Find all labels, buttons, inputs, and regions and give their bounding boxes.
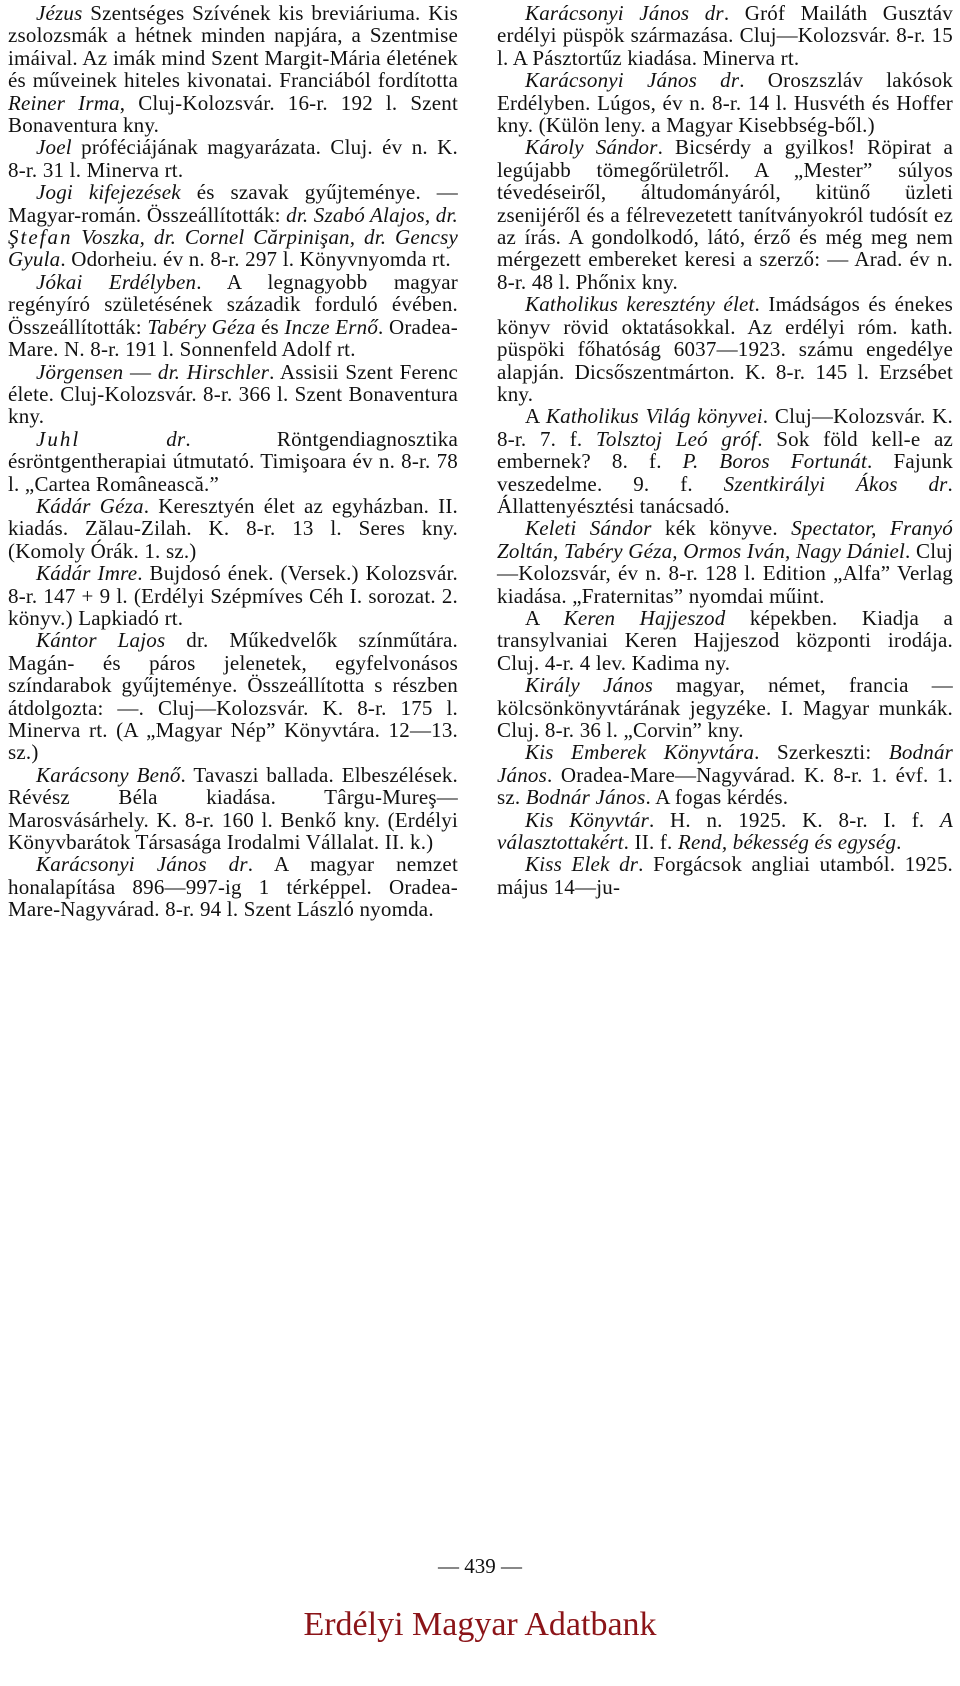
bibliography-entry: Kiss Elek dr. Forgácsok angliai utamból. 1925. május 14—ju-	[497, 852, 953, 899]
bibliography-entry: Jókai Erdélyben. A legnagyobb magyar regényíró születésének századik forduló évében. Összeállították: Tabéry Géza és Incze Ernő. Oradea-Mare. N. 8-r. 191 l. Sonnenfeld Adolf rt.	[8, 269, 458, 362]
bibliography-entry: Karácsonyi János dr. Gróf Mailáth Gusztáv erdélyi püspök származása. Cluj—Kolozsvár. 8-r. 15 l. A Pásztortűz kiadása. Minerva rt.	[497, 1, 954, 70]
bibliography-entry: Kis Emberek Könyvtára. Szerkeszti: Bodnár János. Oradea-Mare—Nagyvárad. K. 8-r. 1. évf. 1. sz. Bodnár János. A fogas kérdés.	[497, 740, 954, 810]
left-column	[8, 2, 458, 921]
bibliography-entry: Karácsony Benő. Tavaszi ballada. Elbeszélések. Révész Béla kiadása. Târgu-Mureş—Marosvásárhely. K. 8-r. 160 l. Benkő kny. (Erdélyi Könyvbarátok Társasága Irodalmi Vállalat. II. k.)	[8, 762, 458, 855]
bibliography-entry: Kántor Lajos dr. Műkedvelők színműtára. Magán- és páros jelenetek, egyfelvonásos színdarabok gyűjteménye. Összeállította s részben átdolgozta: —. Cluj—Kolozsvár. K. 8-r. 175 l. Minerva rt. (A „Magyar Nép” Könyvtára. 12—13. sz.)	[8, 628, 458, 765]
right-column	[497, 2, 953, 898]
bibliography-entry: Király János magyar, német, francia — kölcsönkönyvtárának jegyzéke. I. Magyar munkák. Cluj. 8-r. 36 l. „Corvin” kny.	[497, 673, 954, 742]
bibliography-entry: Karácsonyi János dr. A magyar nemzet honalapítása 896—997-ig 1 térképpel. Oradea-Mare-Nagyvárad. 8-r. 94 l. Szent László nyomda.	[8, 852, 458, 922]
bibliography-entry: Katholikus keresztény élet. Imádságos és énekes könyv rövid oktatásokkal. Az erdélyi róm. kath. püspöki főhatóság 6037—1923. számu engedélye alapján. Dicsőszentmárton. K. 8-r. 145 l. Erzsébet kny.	[497, 292, 953, 406]
bibliography-entry: Károly Sándor. Bicsérdy a gyilkos! Röpirat a legújabb tömegőrületről. A „Mester” súlyos tévedéseiről, áltudományáról, kitünő üzleti zsenijéről és a félrevezetett tanítványokról tudósít ez az írás. A gondolkodó, látó, érző és még meg nem mérgezett embereket keresi a szerző: — Arad. év n. 8-r. 48 l. Phőnix kny.	[497, 135, 953, 294]
bibliography-entry: Jogi kifejezések és szavak gyűjteménye. — Magyar-román. Összeállították: dr. Szabó Alajos, dr. Ştefan Voszka, dr. Cornel Cărpinişan, dr. Gencsy Gyula. Odorheiu. év n. 8-r. 297 l. Könyvnyomda rt.	[8, 180, 458, 272]
bibliography-entry: Kádár Imre. Bujdosó ének. (Versek.) Kolozsvár. 8-r. 147 + 9 l. (Erdélyi Szépmíves Céh I. sorozat. 2. könyv.) Lapkiadó rt.	[8, 561, 458, 630]
bibliography-entry: Jézus Szentséges Szívének kis breviáriuma. Kis zsolozsmák a hétnek minden napjára, a Szentmise imáival. Az imák mind Szent Margit-Mária életének és műveinek hiteles kivonatai. Franciából fordította Reiner Irma, Cluj-Kolozsvár. 16-r. 192 l. Szent Bonaventura kny.	[8, 1, 458, 138]
bibliography-entry: Joel próféciájának magyarázata. Cluj. év n. K. 8-r. 31 l. Minerva rt.	[8, 135, 458, 182]
bibliography-entry: Kádár Géza. Keresztyén élet az egyházban. II. kiadás. Zălau-Zilah. K. 8-r. 13 l. Seres kny. (Komoly Órák. 1. sz.)	[8, 493, 459, 563]
bibliography-entry: A Keren Hajjeszod képekben. Kiadja a transylvaniai Keren Hajjeszod központi irodája. Cluj. 4-r. 4 lev. Kadima ny.	[497, 605, 953, 675]
bibliography-entry: Juhl dr. Röntgendiagnosztika ésröntgentherapiai útmutató. Timişoara év n. 8-r. 78 l. „Cartea Românească.”	[8, 426, 458, 496]
bibliography-entry: A Katholikus Világ könyvei. Cluj—Kolozsvár. K. 8-r. 7. f. Tolsztoj Leó gróf. Sok föld kell-e az embernek? 8. f. P. Boros Fortunát. Fajunk veszedelme. 9. f. Szentkirályi Ákos dr. Állattenyésztési tanácsadó.	[497, 404, 953, 518]
source-footer[interactable]: Erdélyi Magyar Adatbank	[303, 1606, 657, 1643]
page-number: — 439 —	[438, 1554, 522, 1578]
bibliography-entry: Kis Könyvtár. H. n. 1925. K. 8-r. I. f. A választottakért. II. f. Rend, békesség és egység.	[497, 807, 953, 855]
bibliography-entry: Keleti Sándor kék könyve. Spectator, Franyó Zoltán, Tabéry Géza, Ormos Iván, Nagy Dániel. Cluj—Kolozsvár, év n. 8-r. 128 l. Edition „Alfa” Verlag kiadása. „Fraternitas” nyomdai műint.	[497, 516, 953, 608]
bibliography-entry: Karácsonyi János dr. Oroszszláv lakósok Erdélyben. Lúgos, év n. 8-r. 14 l. Husvéth és Hoffer kny. (Külön leny. a Magyar Kisebbség-ből.)	[497, 68, 953, 138]
bibliography-entry: Jörgensen — dr. Hirschler. Assisii Szent Ferenc élete. Cluj-Kolozsvár. 8-r. 366 l. Szent Bonaventura kny.	[8, 359, 458, 429]
